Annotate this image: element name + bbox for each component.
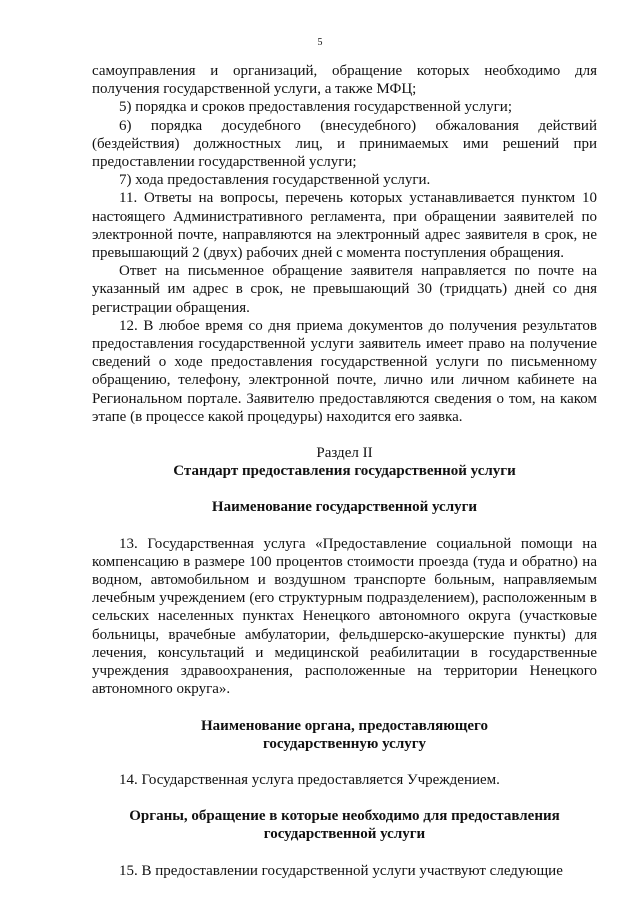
page-number: 5 <box>317 37 323 48</box>
heading-bodies-line-2: государственной услуги <box>263 826 426 843</box>
paragraph: 14. Государственная услуга предоставляется Учреждением. <box>119 771 500 788</box>
section-title: Стандарт предоставления государственной услуги <box>173 463 516 480</box>
document-body <box>92 62 597 880</box>
heading-bodies-line-1: Органы, обращение в которые необходимо для предоставления <box>129 808 560 825</box>
paragraph: 5) порядка и сроков предоставления государственной услуги; <box>119 99 512 116</box>
section-label: Раздел II <box>316 445 373 462</box>
paragraph: 13. Государственная услуга «Предоставление социальной помощи на компенсацию в размере 100 процентов стоимости проезда (туда и обратно) на водном, автомобильном и воздушном транспорте больным, направляемым лечебным учреждением (его структурным подразделением), расположенным в сельских населенных пунктах Ненецкого автономного округа (участковые больницы, врачебные амбулатории, фельдшерско-акушерские пункты) для лечения, консультаций и медицинской реабилитации в государственные учреждения здравоохранения, расположенные на территории Ненецкого автономного округа». <box>92 535 597 698</box>
paragraph: Ответ на письменное обращение заявителя направляется по почте на указанный им адрес в срок, не превышающий 30 (тридцать) дней со дня регистрации обращения. <box>92 263 597 316</box>
paragraph: самоуправления и организаций, обращение которых необходимо для получения государственной услуги, а также МФЦ; <box>92 63 597 98</box>
heading-organ-line-1: Наименование органа, предоставляющего <box>201 717 488 734</box>
paragraph: 15. В предоставлении государственной услуги участвуют следующие <box>119 862 563 879</box>
paragraph: 12. В любое время со дня приема документов до получения результатов предоставления государственной услуги заявитель имеет право на получение сведений о ходе предоставления государственной услуги по письменному обращению, телефону, электронной почте, лично или личном кабинете на Региональном портале. Заявителю предоставляются сведения о том, на каком этапе (в процессе какой процедуры) находится его заявка. <box>92 317 597 425</box>
heading-organ-line-2: государственную услугу <box>262 735 427 752</box>
paragraph: 11. Ответы на вопросы, перечень которых устанавливается пунктом 10 настоящего Административного регламента, при обращении заявителей по электронной почте, направляются на электронный адрес заявителя в срок, не превышающий 2 (двух) рабочих дней с момента поступления обращения. <box>92 190 597 262</box>
heading-service-name: Наименование государственной услуги <box>211 499 478 516</box>
paragraph: 7) хода предоставления государственной услуги. <box>119 172 431 189</box>
paragraph: 6) порядка досудебного (внесудебного) обжалования действий (бездействия) должностных лиц, и принимаемых ими решений при предоставлении государственной услуги; <box>92 117 597 171</box>
